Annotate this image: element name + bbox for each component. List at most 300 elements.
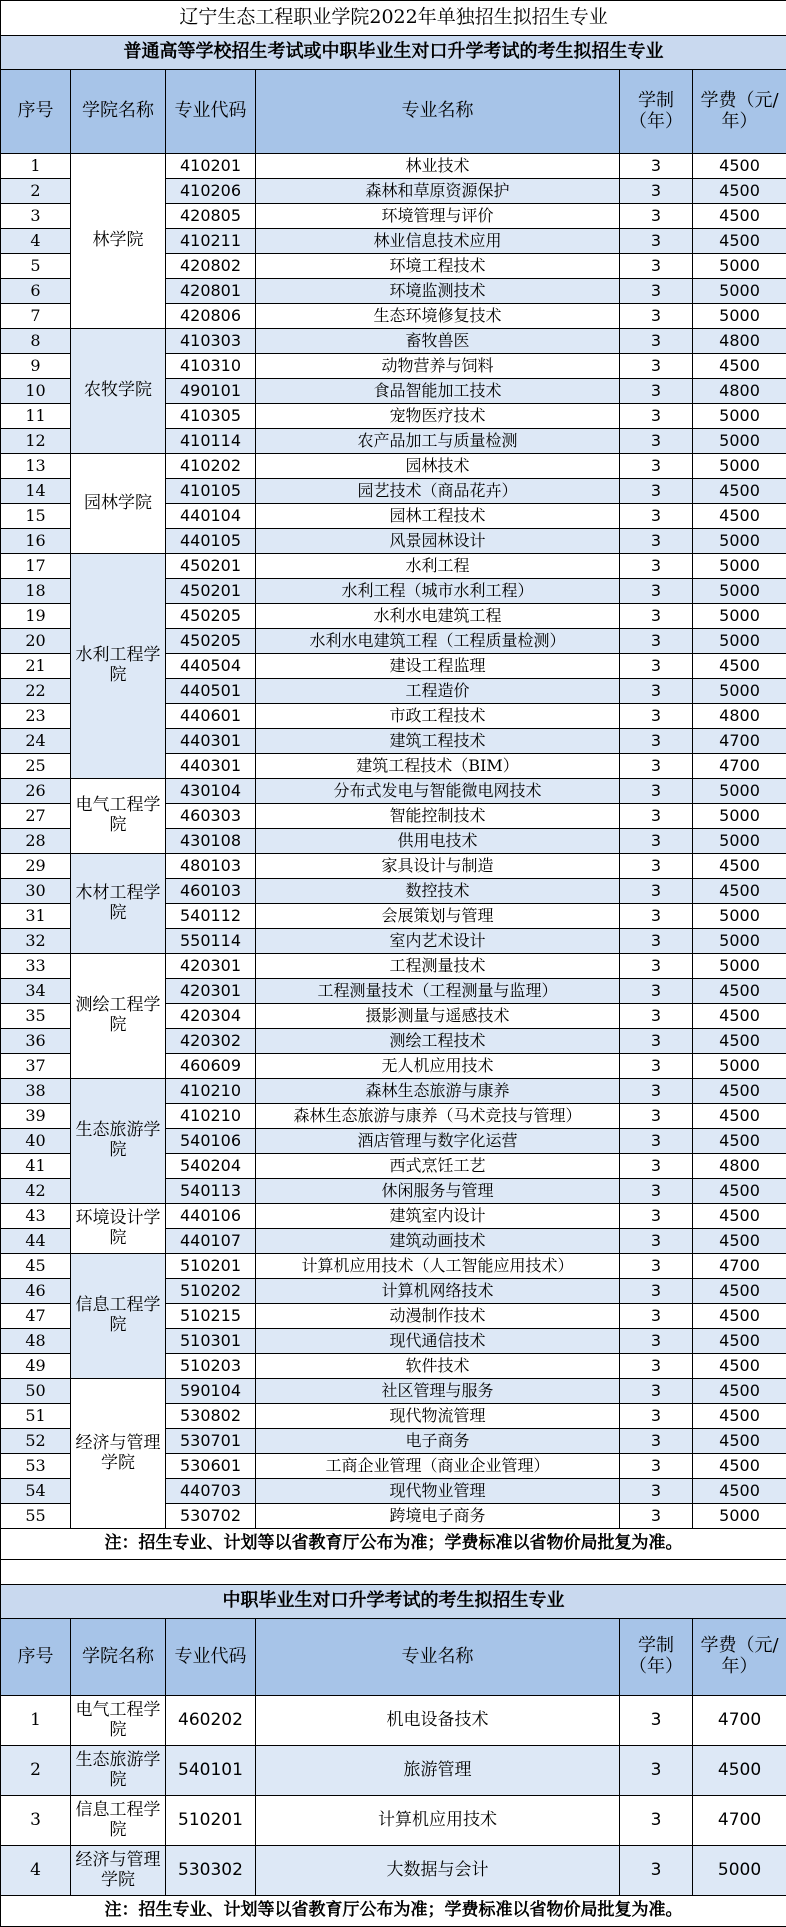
duration: 3	[620, 179, 693, 204]
major-code: 510202	[166, 1279, 256, 1304]
duration: 3	[620, 1229, 693, 1254]
duration: 3	[620, 1504, 693, 1529]
major-name: 园林工程技术	[256, 504, 620, 529]
duration: 3	[620, 1004, 693, 1029]
major-code: 450205	[166, 629, 256, 654]
tuition: 5000	[693, 1054, 786, 1079]
duration: 3	[620, 629, 693, 654]
major-code: 530601	[166, 1454, 256, 1479]
major-code: 410202	[166, 454, 256, 479]
major-name: 园林技术	[256, 454, 620, 479]
major-name: 计算机应用技术	[256, 1796, 620, 1846]
major-code: 540112	[166, 904, 256, 929]
row-number: 54	[1, 1479, 71, 1504]
row-number: 42	[1, 1179, 71, 1204]
tuition: 5000	[693, 254, 786, 279]
tuition: 4700	[693, 1254, 786, 1279]
major-code: 480103	[166, 854, 256, 879]
major-code: 540204	[166, 1154, 256, 1179]
column-header: 专业代码	[166, 1619, 256, 1696]
tuition: 4500	[693, 1329, 786, 1354]
duration: 3	[620, 1404, 693, 1429]
tuition: 5000	[693, 904, 786, 929]
row-number: 1	[1, 1696, 71, 1746]
tuition: 4700	[693, 754, 786, 779]
school-name: 园林学院	[71, 454, 166, 554]
duration: 3	[620, 1329, 693, 1354]
row-number: 3	[1, 1796, 71, 1846]
major-name: 生态环境修复技术	[256, 304, 620, 329]
duration: 3	[620, 1746, 693, 1796]
major-code: 410210	[166, 1079, 256, 1104]
duration: 3	[620, 154, 693, 179]
major-code: 540101	[166, 1746, 256, 1796]
major-code: 420806	[166, 304, 256, 329]
major-code: 450201	[166, 579, 256, 604]
duration: 3	[620, 379, 693, 404]
major-name: 森林和草原资源保护	[256, 179, 620, 204]
column-header: 专业名称	[256, 1619, 620, 1696]
duration: 3	[620, 854, 693, 879]
duration: 3	[620, 1254, 693, 1279]
row-number: 35	[1, 1004, 71, 1029]
tuition: 5000	[693, 829, 786, 854]
major-name: 森林生态旅游与康养	[256, 1079, 620, 1104]
page-title: 辽宁生态工程职业学院2022年单独招生拟招生专业	[1, 1, 786, 36]
major-code: 440501	[166, 679, 256, 704]
school-name: 电气工程学院	[71, 779, 166, 854]
table-row	[1, 1846, 786, 1896]
section-heading: 中职毕业生对口升学考试的考生拟招生专业	[1, 1585, 786, 1619]
table-row	[1, 854, 786, 879]
duration: 3	[620, 954, 693, 979]
duration: 3	[620, 1454, 693, 1479]
row-number: 37	[1, 1054, 71, 1079]
tuition: 4500	[693, 1304, 786, 1329]
duration: 3	[620, 804, 693, 829]
duration: 3	[620, 1354, 693, 1379]
column-header: 序号	[1, 70, 71, 154]
row-number: 41	[1, 1154, 71, 1179]
row-number: 7	[1, 304, 71, 329]
table-row	[1, 954, 786, 979]
major-name: 动漫制作技术	[256, 1304, 620, 1329]
major-name: 摄影测量与遥感技术	[256, 1004, 620, 1029]
table-row	[1, 1254, 786, 1279]
major-code: 420301	[166, 954, 256, 979]
row-number: 55	[1, 1504, 71, 1529]
major-name: 社区管理与服务	[256, 1379, 620, 1404]
major-name: 畜牧兽医	[256, 329, 620, 354]
major-code: 450205	[166, 604, 256, 629]
footnote: 注：招生专业、计划等以省教育厅公布为准；学费标准以省物价局批复为准。	[1, 1896, 786, 1927]
column-header: 学院名称	[71, 1619, 166, 1696]
major-name: 大数据与会计	[256, 1846, 620, 1896]
spacer	[1, 1560, 786, 1585]
column-header: 学制（年）	[620, 1619, 693, 1696]
major-code: 430104	[166, 779, 256, 804]
school-name: 生态旅游学院	[71, 1746, 166, 1796]
major-code: 420801	[166, 279, 256, 304]
row-number: 21	[1, 654, 71, 679]
major-name: 现代物流管理	[256, 1404, 620, 1429]
major-name: 林业技术	[256, 154, 620, 179]
duration: 3	[620, 1696, 693, 1746]
row-number: 2	[1, 179, 71, 204]
tuition: 4700	[693, 1796, 786, 1846]
major-name: 会展策划与管理	[256, 904, 620, 929]
row-number: 33	[1, 954, 71, 979]
major-name: 现代通信技术	[256, 1329, 620, 1354]
tuition: 4500	[693, 179, 786, 204]
table-row	[1, 1379, 786, 1404]
tuition: 4500	[693, 1004, 786, 1029]
major-name: 计算机网络技术	[256, 1279, 620, 1304]
row-number: 14	[1, 479, 71, 504]
tuition: 5000	[693, 579, 786, 604]
tuition: 4500	[693, 1379, 786, 1404]
major-name: 环境监测技术	[256, 279, 620, 304]
school-name: 电气工程学院	[71, 1696, 166, 1746]
major-name: 跨境电子商务	[256, 1504, 620, 1529]
duration: 3	[620, 1796, 693, 1846]
major-name: 水利工程	[256, 554, 620, 579]
tuition: 4500	[693, 1129, 786, 1154]
major-code: 550114	[166, 929, 256, 954]
duration: 3	[620, 479, 693, 504]
duration: 3	[620, 1304, 693, 1329]
tuition: 5000	[693, 679, 786, 704]
major-name: 建筑动画技术	[256, 1229, 620, 1254]
major-name: 供用电技术	[256, 829, 620, 854]
major-name: 分布式发电与智能微电网技术	[256, 779, 620, 804]
major-code: 460103	[166, 879, 256, 904]
duration: 3	[620, 729, 693, 754]
tuition: 5000	[693, 454, 786, 479]
row-number: 2	[1, 1746, 71, 1796]
duration: 3	[620, 754, 693, 779]
tuition: 5000	[693, 429, 786, 454]
tuition: 5000	[693, 779, 786, 804]
duration: 3	[620, 929, 693, 954]
tuition: 5000	[693, 304, 786, 329]
row-number: 47	[1, 1304, 71, 1329]
major-code: 440105	[166, 529, 256, 554]
major-name: 软件技术	[256, 1354, 620, 1379]
row-number: 10	[1, 379, 71, 404]
tuition: 4500	[693, 1454, 786, 1479]
row-number: 4	[1, 229, 71, 254]
major-name: 机电设备技术	[256, 1696, 620, 1746]
major-name: 工程造价	[256, 679, 620, 704]
tuition: 4500	[693, 1029, 786, 1054]
row-number: 27	[1, 804, 71, 829]
major-code: 530302	[166, 1846, 256, 1896]
tuition: 5000	[693, 954, 786, 979]
tuition: 4500	[693, 1179, 786, 1204]
duration: 3	[620, 404, 693, 429]
major-name: 数控技术	[256, 879, 620, 904]
row-number: 25	[1, 754, 71, 779]
major-name: 林业信息技术应用	[256, 229, 620, 254]
major-code: 450201	[166, 554, 256, 579]
table-row	[1, 1204, 786, 1229]
duration: 3	[620, 1054, 693, 1079]
tuition: 5000	[693, 929, 786, 954]
row-number: 28	[1, 829, 71, 854]
major-name: 建筑工程技术	[256, 729, 620, 754]
school-name: 经济与管理学院	[71, 1379, 166, 1529]
duration: 3	[620, 329, 693, 354]
duration: 3	[620, 679, 693, 704]
tuition: 5000	[693, 804, 786, 829]
school-name: 信息工程学院	[71, 1254, 166, 1379]
row-number: 15	[1, 504, 71, 529]
major-code: 420802	[166, 254, 256, 279]
major-code: 410114	[166, 429, 256, 454]
table-row	[1, 454, 786, 479]
major-code: 530802	[166, 1404, 256, 1429]
duration: 3	[620, 1204, 693, 1229]
column-header: 专业代码	[166, 70, 256, 154]
row-number: 22	[1, 679, 71, 704]
major-code: 410210	[166, 1104, 256, 1129]
major-code: 460202	[166, 1696, 256, 1746]
duration: 3	[620, 454, 693, 479]
school-name: 生态旅游学院	[71, 1079, 166, 1204]
row-number: 50	[1, 1379, 71, 1404]
row-number: 30	[1, 879, 71, 904]
row-number: 46	[1, 1279, 71, 1304]
major-code: 540113	[166, 1179, 256, 1204]
major-code: 420805	[166, 204, 256, 229]
duration: 3	[620, 904, 693, 929]
row-number: 40	[1, 1129, 71, 1154]
table-row	[1, 154, 786, 179]
major-name: 休闲服务与管理	[256, 1179, 620, 1204]
duration: 3	[620, 654, 693, 679]
tuition: 5000	[693, 629, 786, 654]
major-code: 410310	[166, 354, 256, 379]
tuition: 4500	[693, 1429, 786, 1454]
column-header: 专业名称	[256, 70, 620, 154]
major-name: 工商企业管理（商业企业管理）	[256, 1454, 620, 1479]
tuition: 4500	[693, 204, 786, 229]
row-number: 4	[1, 1846, 71, 1896]
row-number: 53	[1, 1454, 71, 1479]
row-number: 48	[1, 1329, 71, 1354]
row-number: 32	[1, 929, 71, 954]
major-code: 410303	[166, 329, 256, 354]
major-code: 410201	[166, 154, 256, 179]
row-number: 6	[1, 279, 71, 304]
tuition: 4500	[693, 479, 786, 504]
tuition: 5000	[693, 279, 786, 304]
row-number: 44	[1, 1229, 71, 1254]
major-code: 410305	[166, 404, 256, 429]
row-number: 23	[1, 704, 71, 729]
school-name: 环境设计学院	[71, 1204, 166, 1254]
tuition: 4500	[693, 354, 786, 379]
school-name: 林学院	[71, 154, 166, 329]
row-number: 13	[1, 454, 71, 479]
tuition: 4500	[693, 979, 786, 1004]
major-name: 西式烹饪工艺	[256, 1154, 620, 1179]
major-name: 建筑工程技术（BIM）	[256, 754, 620, 779]
tuition: 4500	[693, 1404, 786, 1429]
major-name: 水利水电建筑工程	[256, 604, 620, 629]
footnote: 注：招生专业、计划等以省教育厅公布为准；学费标准以省物价局批复为准。	[1, 1529, 786, 1560]
major-name: 测绘工程技术	[256, 1029, 620, 1054]
row-number: 8	[1, 329, 71, 354]
school-name: 信息工程学院	[71, 1796, 166, 1846]
major-code: 440301	[166, 729, 256, 754]
major-code: 510201	[166, 1796, 256, 1846]
duration: 3	[620, 304, 693, 329]
school-name: 木材工程学院	[71, 854, 166, 954]
major-code: 510201	[166, 1254, 256, 1279]
major-code: 540106	[166, 1129, 256, 1154]
duration: 3	[620, 1379, 693, 1404]
duration: 3	[620, 979, 693, 1004]
row-number: 11	[1, 404, 71, 429]
tuition: 4800	[693, 1154, 786, 1179]
row-number: 52	[1, 1429, 71, 1454]
major-name: 建筑室内设计	[256, 1204, 620, 1229]
row-number: 16	[1, 529, 71, 554]
school-name: 水利工程学院	[71, 554, 166, 779]
major-name: 智能控制技术	[256, 804, 620, 829]
major-code: 410211	[166, 229, 256, 254]
tuition: 4700	[693, 1696, 786, 1746]
column-header: 学费（元/年）	[693, 70, 786, 154]
tuition: 5000	[693, 1504, 786, 1529]
table-row	[1, 1079, 786, 1104]
row-number: 31	[1, 904, 71, 929]
row-number: 17	[1, 554, 71, 579]
row-number: 45	[1, 1254, 71, 1279]
duration: 3	[620, 1029, 693, 1054]
row-number: 20	[1, 629, 71, 654]
major-code: 410105	[166, 479, 256, 504]
tuition: 4500	[693, 879, 786, 904]
major-code: 440301	[166, 754, 256, 779]
duration: 3	[620, 779, 693, 804]
duration: 3	[620, 879, 693, 904]
major-name: 工程测量技术（工程测量与监理）	[256, 979, 620, 1004]
duration: 3	[620, 1129, 693, 1154]
major-name: 工程测量技术	[256, 954, 620, 979]
tuition: 4800	[693, 329, 786, 354]
row-number: 1	[1, 154, 71, 179]
major-name: 家具设计与制造	[256, 854, 620, 879]
major-code: 420304	[166, 1004, 256, 1029]
duration: 3	[620, 1179, 693, 1204]
major-name: 酒店管理与数字化运营	[256, 1129, 620, 1154]
tuition: 4700	[693, 729, 786, 754]
tuition: 5000	[693, 529, 786, 554]
row-number: 19	[1, 604, 71, 629]
tuition: 4800	[693, 704, 786, 729]
tuition: 4500	[693, 1479, 786, 1504]
column-header: 学费（元/年）	[693, 1619, 786, 1696]
tuition: 4500	[693, 1079, 786, 1104]
duration: 3	[620, 1079, 693, 1104]
duration: 3	[620, 229, 693, 254]
tuition: 4500	[693, 1229, 786, 1254]
tuition: 4500	[693, 1204, 786, 1229]
duration: 3	[620, 1479, 693, 1504]
major-name: 农产品加工与质量检测	[256, 429, 620, 454]
major-name: 无人机应用技术	[256, 1054, 620, 1079]
tuition: 4500	[693, 504, 786, 529]
major-name: 水利水电建筑工程（工程质量检测）	[256, 629, 620, 654]
major-name: 现代物业管理	[256, 1479, 620, 1504]
row-number: 24	[1, 729, 71, 754]
major-name: 食品智能加工技术	[256, 379, 620, 404]
row-number: 9	[1, 354, 71, 379]
major-code: 440104	[166, 504, 256, 529]
major-code: 530701	[166, 1429, 256, 1454]
major-code: 440504	[166, 654, 256, 679]
major-name: 市政工程技术	[256, 704, 620, 729]
table-row	[1, 1746, 786, 1796]
table-row	[1, 329, 786, 354]
major-name: 水利工程（城市水利工程）	[256, 579, 620, 604]
tuition: 5000	[693, 554, 786, 579]
row-number: 12	[1, 429, 71, 454]
major-code: 440106	[166, 1204, 256, 1229]
row-number: 49	[1, 1354, 71, 1379]
major-name: 建设工程监理	[256, 654, 620, 679]
row-number: 51	[1, 1404, 71, 1429]
duration: 3	[620, 579, 693, 604]
tuition: 4800	[693, 379, 786, 404]
major-name: 园艺技术（商品花卉）	[256, 479, 620, 504]
major-name: 动物营养与饲料	[256, 354, 620, 379]
tuition: 5000	[693, 1846, 786, 1896]
column-header: 学院名称	[71, 70, 166, 154]
table-row	[1, 1796, 786, 1846]
major-name: 风景园林设计	[256, 529, 620, 554]
row-number: 5	[1, 254, 71, 279]
major-name: 计算机应用技术（人工智能应用技术）	[256, 1254, 620, 1279]
section-heading: 普通高等学校招生考试或中职毕业生对口升学考试的考生拟招生专业	[1, 36, 786, 70]
duration: 3	[620, 1429, 693, 1454]
tuition: 4500	[693, 1279, 786, 1304]
major-name: 室内艺术设计	[256, 929, 620, 954]
duration: 3	[620, 504, 693, 529]
major-code: 440107	[166, 1229, 256, 1254]
major-code: 420301	[166, 979, 256, 1004]
duration: 3	[620, 429, 693, 454]
tuition: 5000	[693, 604, 786, 629]
row-number: 43	[1, 1204, 71, 1229]
row-number: 38	[1, 1079, 71, 1104]
tuition: 4500	[693, 229, 786, 254]
row-number: 29	[1, 854, 71, 879]
major-code: 510215	[166, 1304, 256, 1329]
table-row	[1, 554, 786, 579]
duration: 3	[620, 1104, 693, 1129]
duration: 3	[620, 1154, 693, 1179]
duration: 3	[620, 529, 693, 554]
major-code: 460303	[166, 804, 256, 829]
row-number: 39	[1, 1104, 71, 1129]
major-name: 电子商务	[256, 1429, 620, 1454]
table-row	[1, 1696, 786, 1746]
major-code: 530702	[166, 1504, 256, 1529]
